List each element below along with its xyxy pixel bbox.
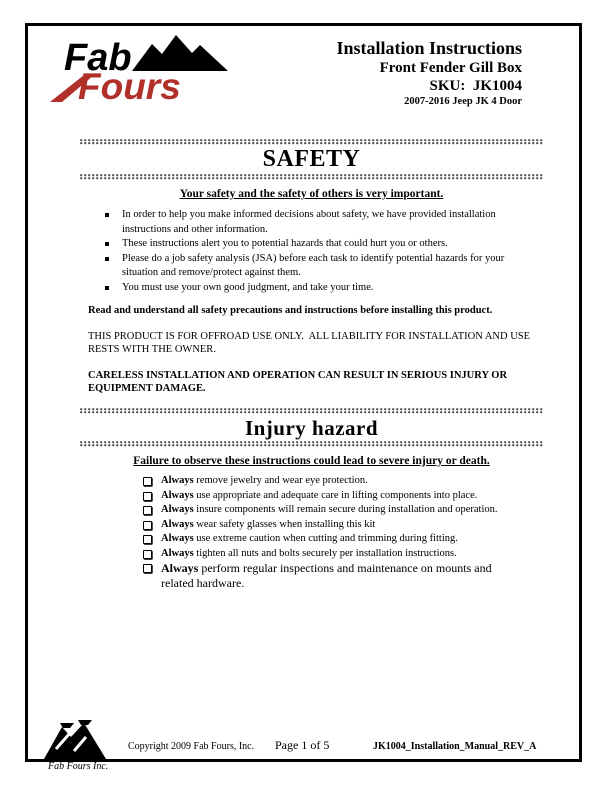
square-bullet-icon (105, 242, 109, 246)
logo-word-fours: Fours (78, 66, 181, 103)
checklist-item-lead: Always (161, 489, 194, 501)
document-header (336, 38, 522, 108)
page-content (80, 139, 543, 591)
bullet-list-item (105, 208, 542, 237)
checklist-item-lead: Always (161, 547, 194, 559)
bullet-text: These instructions alert you to potential hazards that could hurt you or others. (122, 238, 448, 249)
checklist-item-text: perform regular inspections and maintenance on mounts and related hardware. (161, 561, 492, 590)
decorative-dotted-rule (80, 408, 543, 414)
checklist-item-lead: Always (161, 561, 199, 575)
sku-line: SKU: JK1004 (429, 78, 522, 94)
page-border-frame (25, 23, 582, 771)
checklist-item (143, 474, 543, 489)
checklist-item (143, 503, 543, 518)
checklist-item-text: wear safety glasses when installing this kit (193, 518, 376, 530)
footer-mountain-icon (44, 723, 106, 759)
bullet-text: You must use your own good judgment, and take your time. (122, 281, 374, 293)
square-bullet-icon (105, 213, 109, 217)
checklist-item-lead: Always (161, 533, 194, 544)
injury-section-title: Injury hazard (244, 416, 379, 440)
bullet-text: Please do a job safety analysis (JSA) before each task to identify potential hazards for your situation and remove/protect against them. (122, 252, 505, 278)
injury-checklist (143, 474, 543, 591)
offroad-liability-paragraph: THIS PRODUCT IS FOR OFFROAD USE ONLY. ALL LIABILITY FOR INSTALLATION AND USE RESTS WITH THE OWNER. (88, 331, 533, 355)
footer-logo-caption: Fab Fours Inc. (48, 761, 109, 771)
checklist-item-lead: Always (161, 475, 194, 486)
page-number: Page 1 of 5 (275, 738, 330, 752)
checklist-item-text: use extreme caution when cutting and trimming during fitting. (193, 533, 458, 544)
read-understand-paragraph: Read and understand all safety precautions and instructions before installing this product. (88, 305, 493, 316)
checkbox-icon (143, 550, 152, 559)
checkbox-icon (143, 535, 152, 544)
document-title: Installation Instructions (336, 38, 522, 58)
vehicle-fitment: 2007-2016 Jeep JK 4 Door (404, 96, 522, 107)
checklist-item-lead: Always (161, 518, 194, 530)
checkbox-icon (143, 506, 152, 515)
checkbox-icon (143, 492, 152, 501)
checklist-item-lead: Always (161, 504, 194, 515)
bullet-list-item (105, 252, 542, 281)
checklist-item (143, 489, 543, 504)
checklist-item (143, 532, 543, 547)
checklist-item (143, 561, 517, 591)
decorative-dotted-rule (80, 139, 543, 145)
square-bullet-icon (105, 286, 109, 290)
square-bullet-icon (105, 257, 109, 261)
decorative-dotted-rule (80, 441, 543, 447)
bullet-text: In order to help you make informed decisions about safety, we have provided installation instructions and other information. (122, 209, 496, 235)
logo-word-fab: Fab (64, 37, 132, 79)
decorative-dotted-rule (80, 174, 543, 180)
checkbox-icon (143, 521, 152, 530)
fab-fours-footer-logo (40, 719, 126, 771)
safety-subheading: Your safety and the safety of others is very important. (179, 188, 444, 200)
injury-subheading: Failure to observe these instructions could lead to severe injury or death. (133, 455, 490, 467)
checklist-item-text: insure components will remain secure during installation and operation. (193, 504, 498, 515)
document-id: JK1004_Installation_Manual_REV_A (373, 741, 537, 752)
safety-section-title: SAFETY (262, 146, 361, 172)
checkbox-icon (143, 564, 152, 573)
checklist-item-text: remove jewelry and wear eye protection. (193, 475, 368, 486)
copyright-text: Copyright 2009 Fab Fours, Inc. (128, 741, 255, 752)
checklist-item (143, 518, 543, 533)
fab-fours-logo (48, 33, 248, 103)
checklist-item-text: tighten all nuts and bolts securely per installation instructions. (193, 547, 457, 559)
checklist-item-text: use appropriate and adequate care in lifting components into place. (193, 489, 478, 501)
checkbox-icon (143, 477, 152, 486)
bullet-list-item (105, 281, 542, 296)
checklist-item (143, 547, 543, 562)
careless-warning-paragraph: CARELESS INSTALLATION AND OPERATION CAN RESULT IN SERIOUS INJURY OR EQUIPMENT DAMAGE. (88, 370, 510, 394)
bullet-list-item (105, 237, 542, 252)
product-name: Front Fender Gill Box (379, 60, 522, 76)
safety-bullet-list (80, 208, 543, 295)
